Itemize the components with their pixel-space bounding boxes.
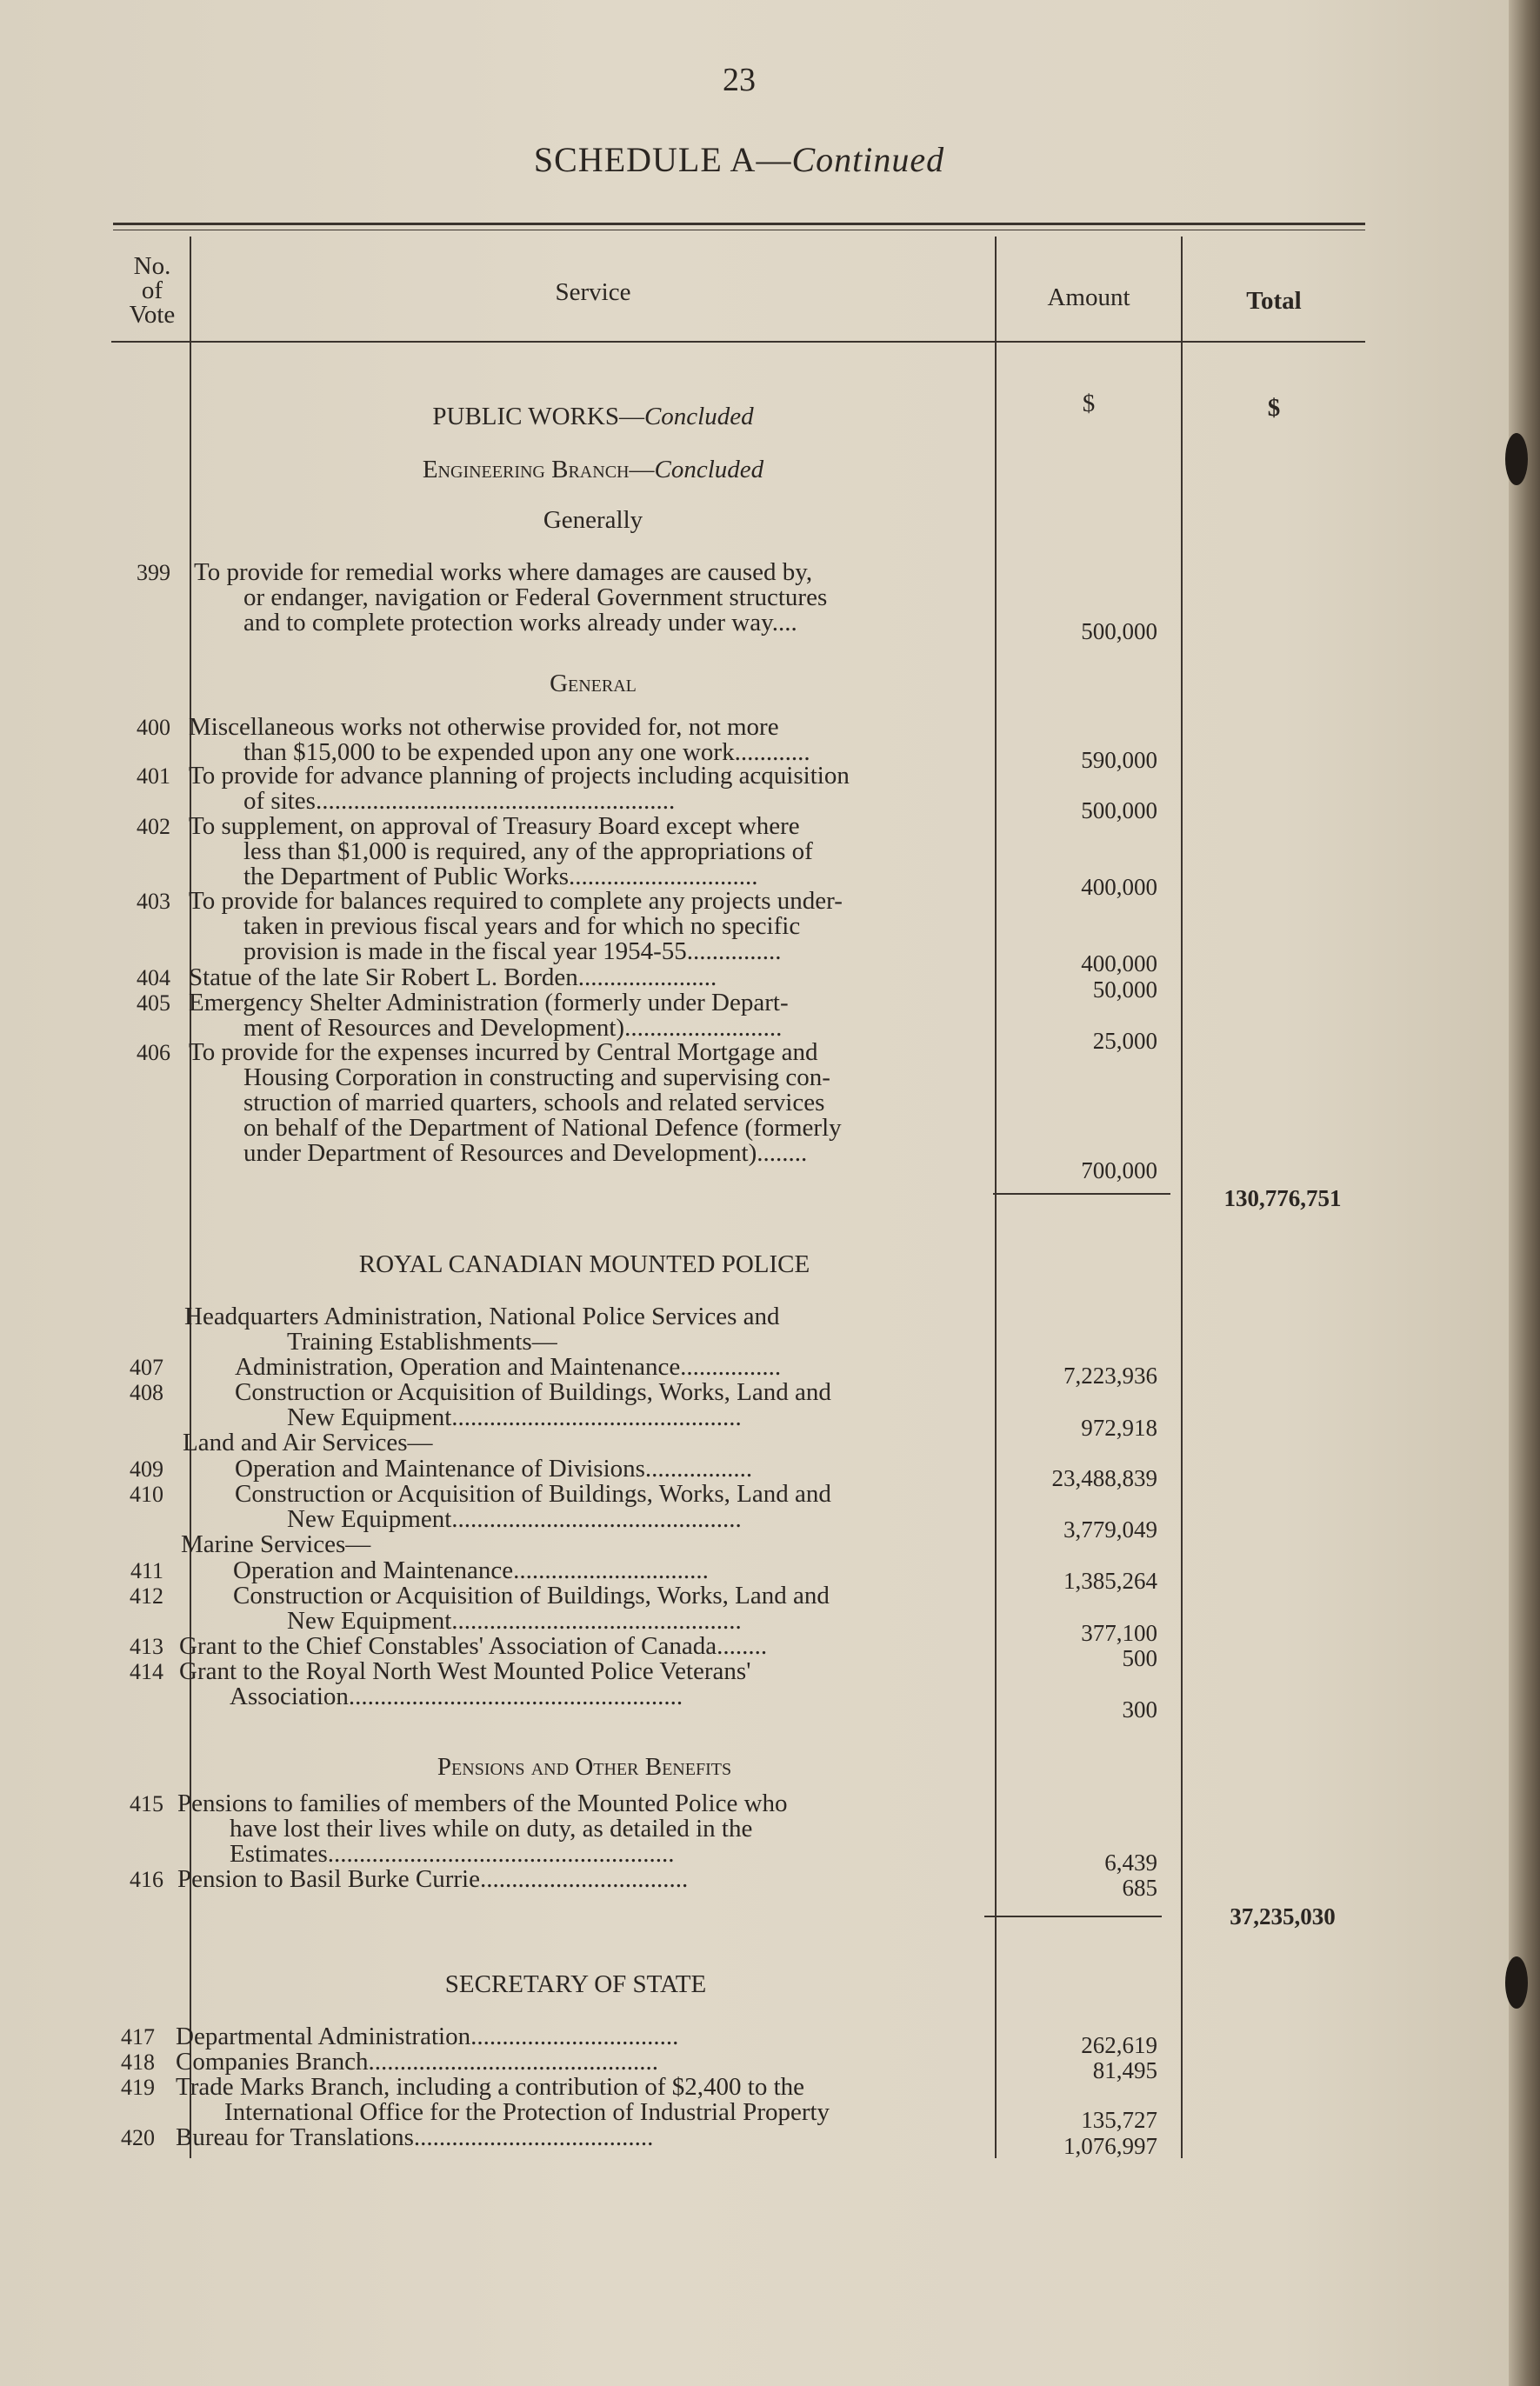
line-text: Land and Air Services—: [183, 1429, 433, 1456]
amount-value: 500,000: [1081, 618, 1157, 644]
vote-number: 412: [130, 1583, 163, 1609]
vote-number: 400: [137, 715, 170, 740]
line-text: the Department of Public Works..............................: [243, 863, 758, 890]
vote-number: 411: [130, 1558, 163, 1583]
vote-number: 403: [137, 889, 170, 914]
total-public-works: 130,776,751: [1223, 1185, 1342, 1211]
line-text: New Equipment..............................................: [287, 1607, 742, 1635]
line-text: International Office for the Protection of Industrial Property: [224, 2098, 830, 2126]
line-text: Miscellaneous works not otherwise provided for, not more: [189, 713, 779, 741]
line-text: struction of married quarters, schools and related services: [243, 1089, 825, 1116]
line-text: less than $1,000 is required, any of the appropriations of: [243, 837, 813, 865]
line-text: Administration, Operation and Maintenance................: [235, 1353, 782, 1381]
vote-number: 401: [137, 763, 170, 789]
line-text: or endanger, navigation or Federal Government structures: [243, 583, 828, 611]
page-number: 23: [723, 62, 756, 98]
amount-column-divider: [1181, 237, 1183, 2158]
line-text: and to complete protection works already under way....: [243, 609, 797, 636]
line-text: Construction or Acquisition of Buildings, Works, Land and: [235, 1378, 831, 1406]
vote-number: 417: [121, 2024, 155, 2049]
line-text: To provide for balances required to complete any projects under-: [189, 887, 843, 915]
vote-number: 406: [137, 1040, 170, 1065]
line-text: Bureau for Translations......................................: [176, 2123, 654, 2151]
line-text: Emergency Shelter Administration (formerly under Depart-: [189, 989, 789, 1016]
amount-value: 7,223,936: [1063, 1363, 1157, 1389]
line-text: on behalf of the Department of National Defence (formerly: [243, 1114, 842, 1142]
amount-value: 23,488,839: [1051, 1465, 1157, 1491]
amount-value: 3,779,049: [1063, 1516, 1157, 1543]
amount-value: 262,619: [1081, 2032, 1157, 2058]
line-text: under Department of Resources and Development)........: [243, 1139, 808, 1167]
header-no-of-vote: No. of Vote: [129, 252, 176, 329]
amount-value: 400,000: [1081, 874, 1157, 900]
amount-value: 500,000: [1081, 797, 1157, 823]
line-text: Housing Corporation in constructing and supervising con-: [243, 1063, 830, 1091]
amount-value: 300: [1122, 1696, 1157, 1723]
vote-number: 404: [137, 965, 170, 990]
line-text: To provide for the expenses incurred by Central Mortgage and: [189, 1038, 818, 1066]
line-text: New Equipment..............................................: [287, 1403, 742, 1431]
line-text: Companies Branch..............................................: [176, 2048, 658, 2076]
line-text: Statue of the late Sir Robert L. Borden......................: [189, 963, 717, 991]
binding-hole: [1505, 1956, 1528, 2009]
line-text: Operation and Maintenance...............................: [233, 1556, 709, 1584]
amount-value: 377,100: [1081, 1620, 1157, 1646]
amount-value: 135,727: [1081, 2107, 1157, 2133]
service-column-divider: [995, 237, 997, 2158]
vote-number: 409: [130, 1456, 163, 1482]
vote-number: 405: [137, 990, 170, 1016]
vote-number: 407: [130, 1355, 163, 1380]
vote-number: 414: [130, 1659, 163, 1684]
total-rcmp: 37,235,030: [1230, 1903, 1336, 1929]
header-amount: Amount: [1047, 283, 1130, 311]
section-public-works: PUBLIC WORKS—Concluded: [432, 403, 754, 430]
amount-value: 1,076,997: [1063, 2133, 1157, 2159]
amount-value: 700,000: [1081, 1157, 1157, 1183]
section-rcmp: ROYAL CANADIAN MOUNTED POLICE: [358, 1250, 810, 1278]
line-text: Trade Marks Branch, including a contribution of $2,400 to the: [176, 2073, 805, 2101]
section-secretary-of-state: SECRETARY OF STATE: [444, 1970, 707, 1998]
line-text: Marine Services—: [181, 1530, 371, 1558]
subtotal-rule: [984, 1916, 1162, 1917]
header-service: Service: [555, 278, 631, 306]
vote-number: 410: [130, 1482, 163, 1507]
amount-value: 1,385,264: [1063, 1568, 1157, 1594]
amount-value: 25,000: [1092, 1028, 1157, 1054]
line-text: To supplement, on approval of Treasury Board except where: [189, 812, 800, 840]
line-text: Construction or Acquisition of Buildings, Works, Land and: [235, 1480, 831, 1508]
vote-number: 419: [121, 2075, 155, 2100]
section-general: General: [550, 670, 637, 697]
amount-value: 50,000: [1092, 976, 1157, 1003]
vote-number: 420: [121, 2125, 155, 2150]
amount-value: 81,495: [1092, 2057, 1157, 2083]
binding-hole: [1505, 433, 1528, 485]
amount-value: 500: [1122, 1645, 1157, 1671]
vote-number: 413: [130, 1634, 163, 1659]
schedule-title: SCHEDULE A—Continued: [533, 140, 945, 179]
line-text: provision is made in the fiscal year 1954-55...............: [243, 937, 782, 965]
currency-amount: $: [1082, 390, 1096, 417]
line-text: To provide for remedial works where damages are caused by,: [194, 558, 813, 586]
section-generally: Generally: [543, 506, 643, 534]
vote-number: 418: [121, 2049, 155, 2075]
line-text: Grant to the Chief Constables' Association of Canada........: [179, 1632, 768, 1660]
line-text: ment of Resources and Development).........................: [243, 1014, 783, 1042]
section-pensions: Pensions and Other Benefits: [437, 1753, 732, 1781]
line-text: Construction or Acquisition of Buildings, Works, Land and: [233, 1582, 830, 1610]
line-text: Estimates.......................................................: [230, 1840, 675, 1868]
line-text: Pensions to families of members of the Mounted Police who: [177, 1790, 788, 1817]
amount-value: 685: [1122, 1875, 1157, 1901]
line-text: Training Establishments—: [287, 1328, 557, 1356]
line-text: Headquarters Administration, National Police Services and: [184, 1303, 780, 1330]
amount-value: 400,000: [1081, 950, 1157, 976]
header-bottom-rule: [111, 341, 1365, 343]
vote-number: 399: [137, 560, 170, 585]
vote-number: 415: [130, 1791, 163, 1816]
line-text: Grant to the Royal North West Mounted Police Veterans': [179, 1657, 751, 1685]
line-text: have lost their lives while on duty, as detailed in the: [230, 1815, 753, 1843]
line-text: Departmental Administration.................................: [176, 2023, 679, 2050]
top-rule: [113, 223, 1365, 225]
amount-value: 6,439: [1104, 1849, 1157, 1876]
line-text: than $15,000 to be expended upon any one work............: [243, 738, 810, 766]
line-text: Association.....................................................: [230, 1683, 683, 1710]
amount-value: 590,000: [1081, 747, 1157, 773]
book-spine: [1509, 0, 1540, 2386]
line-text: Pension to Basil Burke Currie.................................: [177, 1865, 689, 1893]
line-text: To provide for advance planning of projects including acquisition: [189, 762, 850, 790]
line-text: of sites.........................................................: [243, 787, 676, 815]
amount-value: 972,918: [1081, 1415, 1157, 1441]
line-text: Operation and Maintenance of Divisions.................: [235, 1455, 753, 1483]
line-text: taken in previous fiscal years and for which no specific: [243, 912, 801, 940]
line-text: New Equipment..............................................: [287, 1505, 742, 1533]
vote-number: 402: [137, 814, 170, 839]
vote-number: 408: [130, 1380, 163, 1405]
subtotal-rule: [993, 1193, 1170, 1195]
section-engineering-branch: Engineering Branch—Concluded: [422, 456, 764, 483]
header-total: Total: [1246, 287, 1302, 315]
vote-number: 416: [130, 1867, 163, 1892]
currency-total: $: [1267, 394, 1281, 422]
